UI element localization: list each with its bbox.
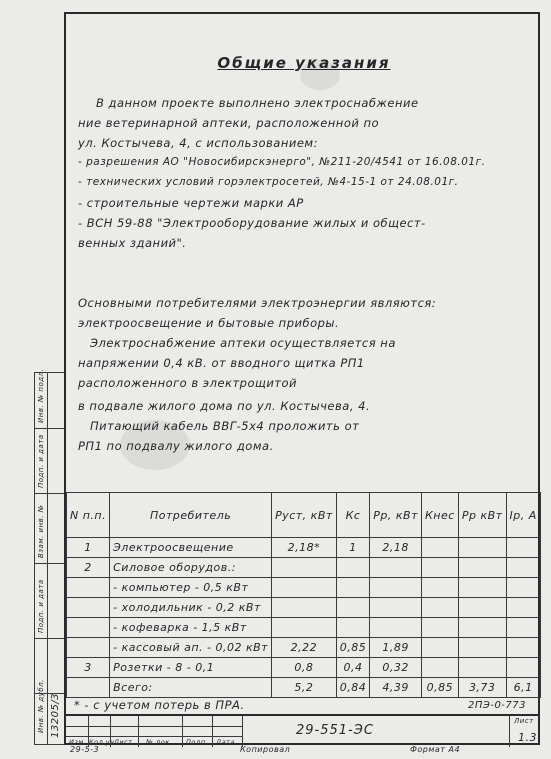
table-cell [506,578,540,598]
text-line: Электроснабжение аптеки осуществляется на [90,336,396,350]
table-row [67,558,541,578]
text-line: - разрешения АО "Новосибирскэнерго", №211-20/4541 от 16.08.01г. [78,156,486,168]
margin-stamp [34,368,64,745]
sheet-cell [509,716,538,747]
text-line: В данном проекте выполнено электроснабжение [96,96,419,110]
table-cell: 2,18* [272,538,337,558]
inventory-number: 13205/3 [50,692,61,738]
table-cell: 4,39 [370,678,422,698]
text-line: РП1 по подвалу жилого дома. [78,439,274,453]
table-cell [422,578,459,598]
sheet-number: 1.3 [518,731,537,744]
table-cell [506,638,540,658]
table-cell [506,598,540,618]
column-header: Рр, кВт [370,493,422,538]
text-line: - ВСН 59-88 "Электрооборудование жилых и общест- [78,216,426,230]
table-cell: Розетки - 8 - 0,1 [110,658,272,678]
table-cell [272,618,337,638]
column-header: Рр кВт [458,493,506,538]
table-cell [422,638,459,658]
table-cell: Силовое оборудов.: [110,558,272,578]
text-line: ние ветеринарной аптеки, расположенной по [78,116,380,130]
margin-label: Подп. и дата [37,434,45,488]
column-header: Кнес [422,493,459,538]
table-cell: 0,8 [272,658,337,678]
column-header: Потребитель [110,493,272,538]
table-cell: 2,22 [272,638,337,658]
table-cell: 0,85 [422,678,459,698]
table-cell [336,618,370,638]
table-cell [506,658,540,678]
table-cell [458,558,506,578]
page-title: Общие указания [217,54,391,72]
table-cell [422,538,459,558]
table-cell: 3 [67,658,110,678]
table-cell [458,598,506,618]
table-cell [272,578,337,598]
footnote-reference: 2ПЭ-0-773 [467,700,526,711]
table-row [67,598,541,618]
title-block-label: Лист [114,738,133,746]
table-cell [422,658,459,678]
title-block-label: Изм [69,738,84,746]
table-cell [67,598,110,618]
table-cell [67,578,110,598]
table-cell [370,558,422,578]
table-row [67,638,541,658]
bottom-format-label: Формат А4 [410,745,461,754]
table-row [67,618,541,638]
margin-divider [35,493,65,494]
text-line: расположенного в электрощитой [78,376,298,390]
table-cell [458,638,506,658]
table-cell: 3,73 [458,678,506,698]
table-cell [67,678,110,698]
table-cell [67,618,110,638]
title-block-label: Дата [216,738,235,746]
footnote: * - с учетом потерь в ПРА. [74,698,245,712]
table-cell: 1,89 [370,638,422,658]
table-cell [336,598,370,618]
table-cell [422,558,459,578]
text-line: - технических условий горэлектросетей, №4-15-1 от 24.08.01г. [78,176,459,188]
consumers-table [66,492,541,698]
table-total-row [67,678,541,698]
margin-divider [35,638,65,639]
table-cell [458,538,506,558]
table-cell: - кассовый ап. - 0,02 кВт [110,638,272,658]
table-header-row [67,493,541,538]
document-code: 29-551-ЭС [296,723,374,738]
table-cell [506,618,540,638]
table-cell: 2,18 [370,538,422,558]
table-cell [272,558,337,578]
table-cell: 6,1 [506,678,540,698]
title-block [66,714,538,747]
table-cell: Всего: [110,678,272,698]
table-cell: - компьютер - 0,5 кВт [110,578,272,598]
margin-label: Инв. № дубл. [37,679,45,733]
table-cell: - холодильник - 0,2 кВт [110,598,272,618]
margin-label: Инв. № подл. [37,368,45,423]
table-cell [370,618,422,638]
text-line: Питающий кабель ВВГ-5х4 проложить от [90,419,360,433]
text-line: в подвале жилого дома по ул. Костычева, 4. [78,399,371,413]
text-line: электроосвещение и бытовые приборы. [78,316,340,330]
text-line: ул. Костычева, 4, с использованием: [78,136,318,150]
margin-label: Подп. и дата [37,579,45,633]
text-line: - строительные чертежи марки АР [78,196,304,210]
table-cell [506,538,540,558]
margin-divider [35,563,65,564]
title-block-label: Кол.уч [89,738,115,746]
drawing-frame [64,12,540,745]
title-block-row [66,736,242,737]
column-header: N п.п. [67,493,110,538]
title-block-label: № док. [146,738,173,746]
sheet-label: Лист [514,717,534,725]
table-cell [506,558,540,578]
table-row [67,658,541,678]
bottom-copied-label: Копировал [240,745,291,754]
column-header: Iр, А [506,493,540,538]
table-cell: Электроосвещение [110,538,272,558]
table-cell [422,618,459,638]
table-cell [458,618,506,638]
bottom-code: 29-5-3 [70,745,100,754]
table-cell [458,658,506,678]
table-cell: 0,4 [336,658,370,678]
text-line: Основными потребителями электроэнергии являются: [78,296,437,310]
table-cell: 2 [67,558,110,578]
table-cell: 0,85 [336,638,370,658]
table-cell: 1 [67,538,110,558]
table-cell [422,598,459,618]
table-cell [336,558,370,578]
table-cell [67,638,110,658]
table-cell [272,598,337,618]
table-cell: 5,2 [272,678,337,698]
table-cell [370,598,422,618]
table-cell [336,578,370,598]
table-row [67,538,541,558]
table-cell [458,578,506,598]
text-line: венных зданий". [78,236,187,250]
text-line: напряжении 0,4 кВ. от вводного щитка РП1 [78,356,365,370]
table-cell: - кофеварка - 1,5 кВт [110,618,272,638]
table-cell: 0,84 [336,678,370,698]
column-header: Кс [336,493,370,538]
column-header: Руст, кВт [272,493,337,538]
table-row [67,578,541,598]
table-cell: 1 [336,538,370,558]
margin-label: Взам. инв. № [37,504,45,558]
title-block-label: Подп. [186,738,209,746]
table-cell [370,578,422,598]
table-cell: 0,32 [370,658,422,678]
title-block-row [66,726,242,727]
margin-divider [35,428,65,429]
